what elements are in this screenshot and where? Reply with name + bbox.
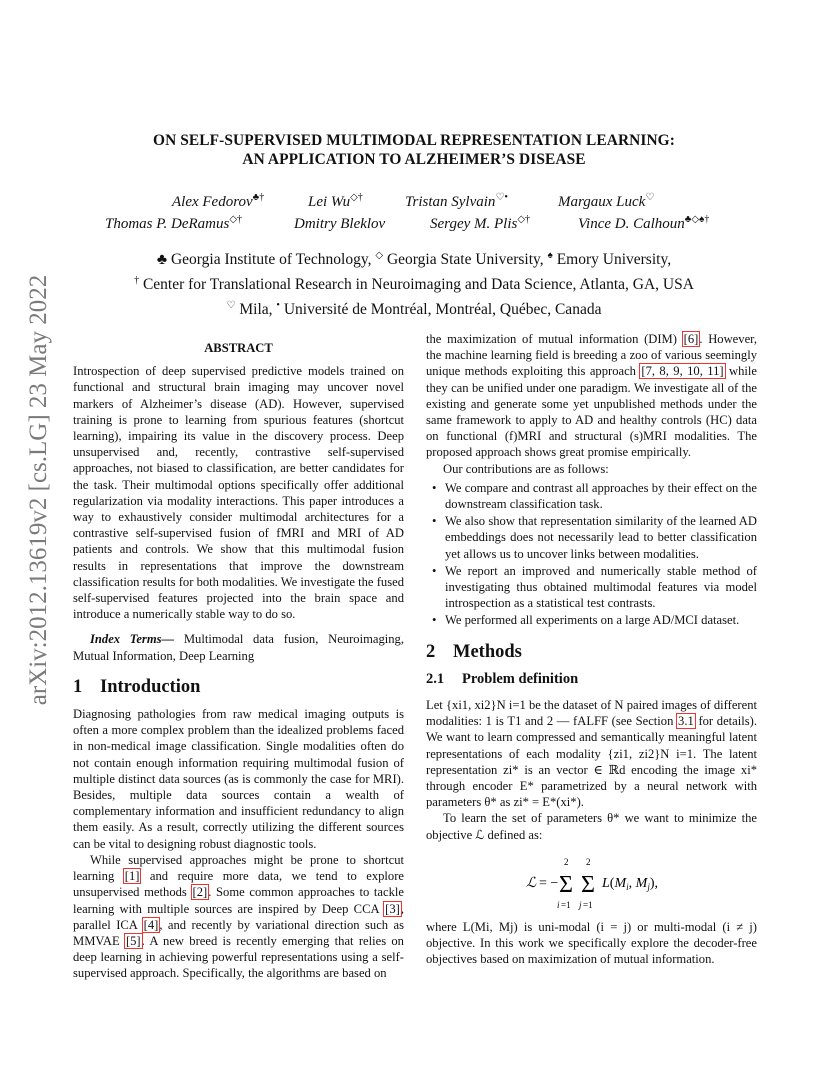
methods-paragraph-2: To learn the set of parameters θ* we want to minimize the objective ℒ defined as: — [426, 811, 757, 842]
citation-link[interactable]: [5] — [125, 933, 141, 948]
intro-paragraph-1: Diagnosing pathologies from raw medical imaging outputs is often a more complex problem than the idealized problems faced in non-medical image classification. Single modalities often do not contain enough information requiring multimodal fusion of multiple distinct data sources (as is commonly the case for MRI). Besides, multiple data sources contain a wealth of complementary information and insufficient redundancy to align them easily. As a result, correctly utilizing the different sources can be vital to designing robust diagnostic tools. — [73, 707, 404, 851]
author-row-2 — [0, 209, 828, 231]
objective-equation — [426, 855, 757, 913]
left-column — [73, 340, 404, 982]
right-column — [426, 331, 757, 968]
section-heading-methods: 2 Methods — [426, 641, 522, 662]
paper-title — [0, 131, 828, 169]
list-item: • We report an improved and numerically stable method of investigating thus obtained multimodal features via model introspection as a statistical test contrasts. — [426, 563, 757, 612]
svg-text:j: j — [579, 899, 582, 910]
equation-graphic — [426, 855, 757, 913]
title-line-2: AN APPLICATION TO ALZHEIMER’S DISEASE — [242, 151, 586, 168]
affiliation-line-2: † Center for Translational Research in Neuroimaging and Data Science, Atlanta, GA, USA — [134, 275, 694, 294]
index-terms: Index Terms— Multimodal data fusion, Neuroimaging, Mutual Information, Deep Learning — [73, 632, 404, 663]
methods-paragraph-1: Let {xi1, xi2}N i=1 be the dataset of N paired images of different modalities: 1 is T1 and 2 — fALFF (see Section 3.1 for details). We want to learn compressed and semantically meaningful latent representations of each modality {zi1, zi2}N i=1. The latent representation zi* is an vector ∈ ℝd encoding the image xi* through encoder E* parametrized by a neural network with parameters θ* as zi* = E*(xi*). — [426, 698, 758, 810]
citation-link[interactable]: [4] — [143, 917, 159, 932]
author-list — [0, 187, 828, 231]
author: Sergey M. Plis◇† — [430, 214, 531, 232]
svg-text:i: i — [557, 899, 560, 910]
author: Vince D. Calhoun♣◇♠† — [578, 214, 710, 232]
list-item: • We performed all experiments on a large AD/MCI dataset. — [426, 612, 757, 628]
intro-paragraph-continued: the maximization of mutual information (DIM) [6]. However, the machine learning field is breeding a zoo of various seemingly unique methods exploiting this approach [7, 8, 9, 10, 11] while they can be unified under one paradigm. We investigate all of the existing and generate some yet unpublished methods under the same framework to apply to AD and healthy controls (HC) data on functional (f)MRI and structural (s)MRI modalities. The proposed approach shows great promise empirically. — [426, 332, 757, 460]
subsection-heading-problem-definition: 2.1 Problem definition — [426, 670, 579, 687]
author: Margaux Luck♡ — [558, 192, 655, 210]
svg-text:=1: =1 — [583, 899, 593, 910]
author: Tristan Sylvain♡• — [405, 192, 508, 210]
arxiv-identifier: arXiv:2012.13619v2 [cs.LG] 23 May 2022 — [25, 274, 52, 706]
citation-link[interactable]: [3] — [385, 901, 400, 916]
svg-text:L(Mi, Mj),: $L(M_i$, $M_j$), — [602, 875, 659, 892]
citation-link[interactable]: [1] — [124, 869, 140, 884]
citation-link[interactable]: [7, 8, 9, 10, 11] — [641, 364, 724, 379]
abstract-body: Introspection of deep supervised predictive models trained on functional and structural brain imaging may uncover novel markers of Alzheimer’s disease (AD). However, supervised training is prone to learning from spurious features (shortcut learning), impairing its value in the discovery process. Deep unsupervised and, recently, contrastive self-supervised approaches, not biased to classification, are better candidates for the task. Their multimodal options specifically offer additional regularization via modality interactions. This paper introduces a way to exhaustively consider multimodal architectures for a contrastive self-supervised fusion of fMRI and MRI of AD patients and controls. We show that this multimodal fusion results in representations that improve the downstream classification results for both modalities. We investigate the fused self-supervised features projected into the brain space and introduce a numerically stable way to do so. — [73, 364, 404, 622]
section-heading-introduction: 1 Introduction — [73, 676, 201, 697]
author: Alex Fedorov♣† — [172, 192, 265, 210]
citation-link[interactable]: [6] — [683, 332, 699, 346]
author: Thomas P. DeRamus◇† — [105, 214, 243, 232]
intro-paragraph-2: While supervised approaches might be prone to shortcut learning [1] and require more data, we tend to explore unsupervised methods [2]. Some common approaches to tackle learning with multiple sources are inspired by Deep CCA [3], parallel ICA [4], and recently by variational direction such as MMVAE [5]. A new breed is recently emerging that relies on deep learning in achieving powerful representations using a self-supervised approach. Specifically, the algorithms are based on — [73, 852, 404, 981]
author: Dmitry Bleklov — [294, 216, 386, 232]
title-line-1: ON SELF-SUPERVISED MULTIMODAL REPRESENTATION LEARNING: — [153, 132, 675, 149]
list-item: • We compare and contrast all approaches by their effect on the downstream classification task. — [426, 480, 757, 512]
svg-text:Σ: Σ — [581, 871, 595, 898]
affiliation-line-3: ♡ Mila, • Université de Montréal, Montréal, Québec, Canada — [226, 300, 602, 319]
contributions-intro: Our contributions are as follows: — [443, 461, 609, 476]
author-row-1 — [0, 187, 828, 209]
citation-link[interactable]: [2] — [192, 885, 208, 900]
arxiv-stamp — [18, 274, 60, 706]
contributions-list — [426, 480, 757, 629]
methods-paragraph-3: where L(Mi, Mj) is uni-modal (i = j) or multi-modal (i ≠ j) objective. In this work we specifically explore the decoder-free objectives based on maximization of mutual information. — [426, 919, 757, 967]
section-link[interactable]: 3.1 — [678, 714, 694, 729]
affiliation-line-1: ♣ Georgia Institute of Technology, ◇ Georgia State University, ♠ Emory University, — [156, 250, 672, 269]
svg-text:= −: = − — [539, 875, 559, 891]
author: Lei Wu◇† — [308, 192, 363, 210]
abstract-heading: ABSTRACT — [204, 341, 273, 355]
affiliations — [0, 245, 828, 320]
svg-text:2: 2 — [586, 856, 591, 867]
svg-text:ℒ: ℒ — [526, 875, 537, 891]
svg-text:=1: =1 — [561, 899, 571, 910]
svg-text:Σ: Σ — [559, 871, 573, 898]
svg-text:2: 2 — [564, 856, 569, 867]
list-item: • We also show that representation similarity of the learned AD embeddings does not necessarily lead to better classification yet allows us to uncover links between modalities. — [426, 513, 757, 562]
